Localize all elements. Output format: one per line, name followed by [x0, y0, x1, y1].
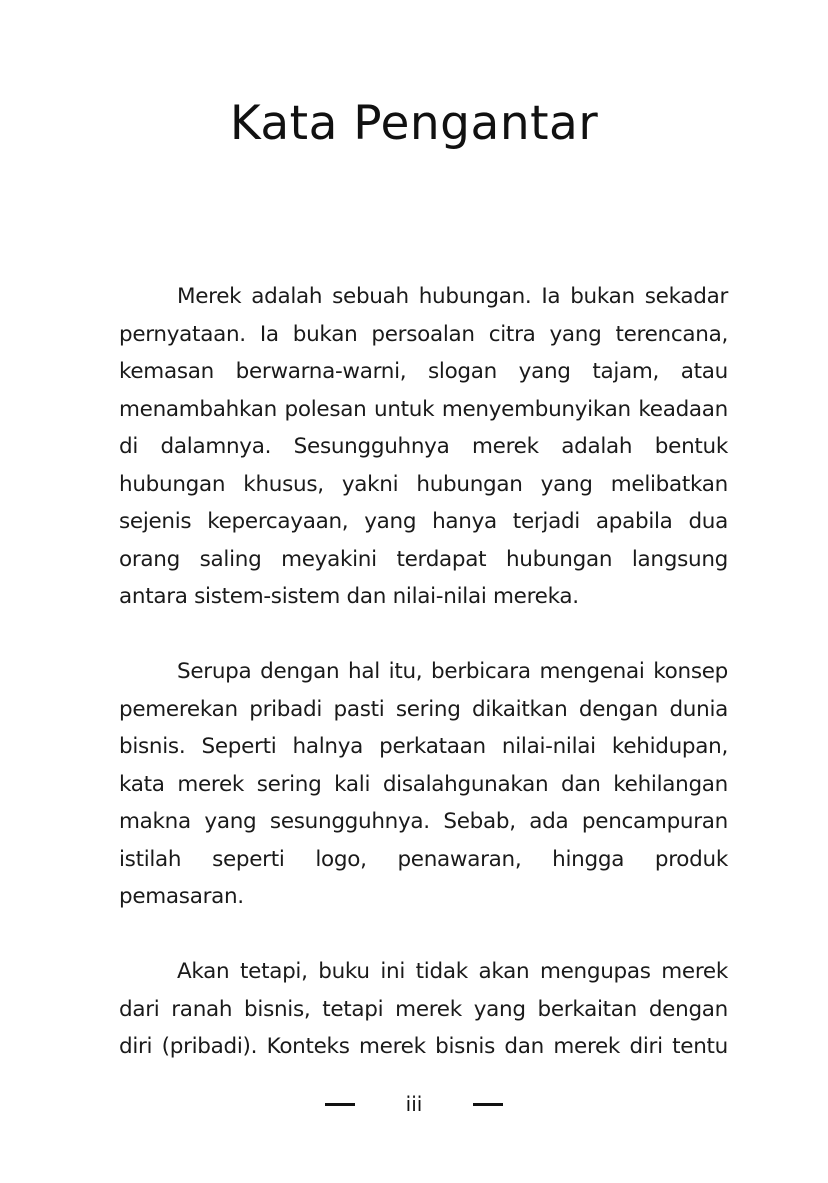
paragraph-1: Merek adalah sebuah hubungan. Ia bukan sekadar pernyataan. Ia bukan persoalan citra yang terencana, kemasan berwarna-warni, slogan yang tajam, atau menambahkan polesan untuk menyembunyikan keadaan di dalamnya. Sesungguhnya merek adalah bentuk hubungan khusus, yakni hubungan yang melibatkan sejenis kepercayaan, yang hanya terjadi apabila dua orang saling meyakini terdapat hubungan langsung antara sistem-sistem dan nilai-nilai mereka. — [119, 284, 728, 609]
footer-dash-right — [473, 1103, 503, 1106]
body-text — [119, 278, 728, 1066]
paragraph-2: Serupa dengan hal itu, berbicara mengenai konsep pemerekan pribadi pasti sering dikaitkan dengan dunia bisnis. Seperti halnya perkataan nilai-nilai kehidupan, kata merek sering kali disalahgunakan dan kehilangan makna yang sesungguhnya. Sebab, ada pencampuran istilah seperti logo, penawaran, hingga produk pemasaran. — [119, 659, 728, 909]
page-number: iii — [405, 1092, 423, 1116]
paragraph-3: Akan tetapi, buku ini tidak akan mengupas merek dari ranah bisnis, tetapi merek yang berkaitan dengan diri (pribadi). Konteks merek bisnis dan merek diri tentu — [119, 959, 728, 1059]
page-footer — [0, 1086, 828, 1122]
page-title: Kata Pengantar — [229, 96, 599, 151]
footer-dash-left — [325, 1103, 355, 1106]
